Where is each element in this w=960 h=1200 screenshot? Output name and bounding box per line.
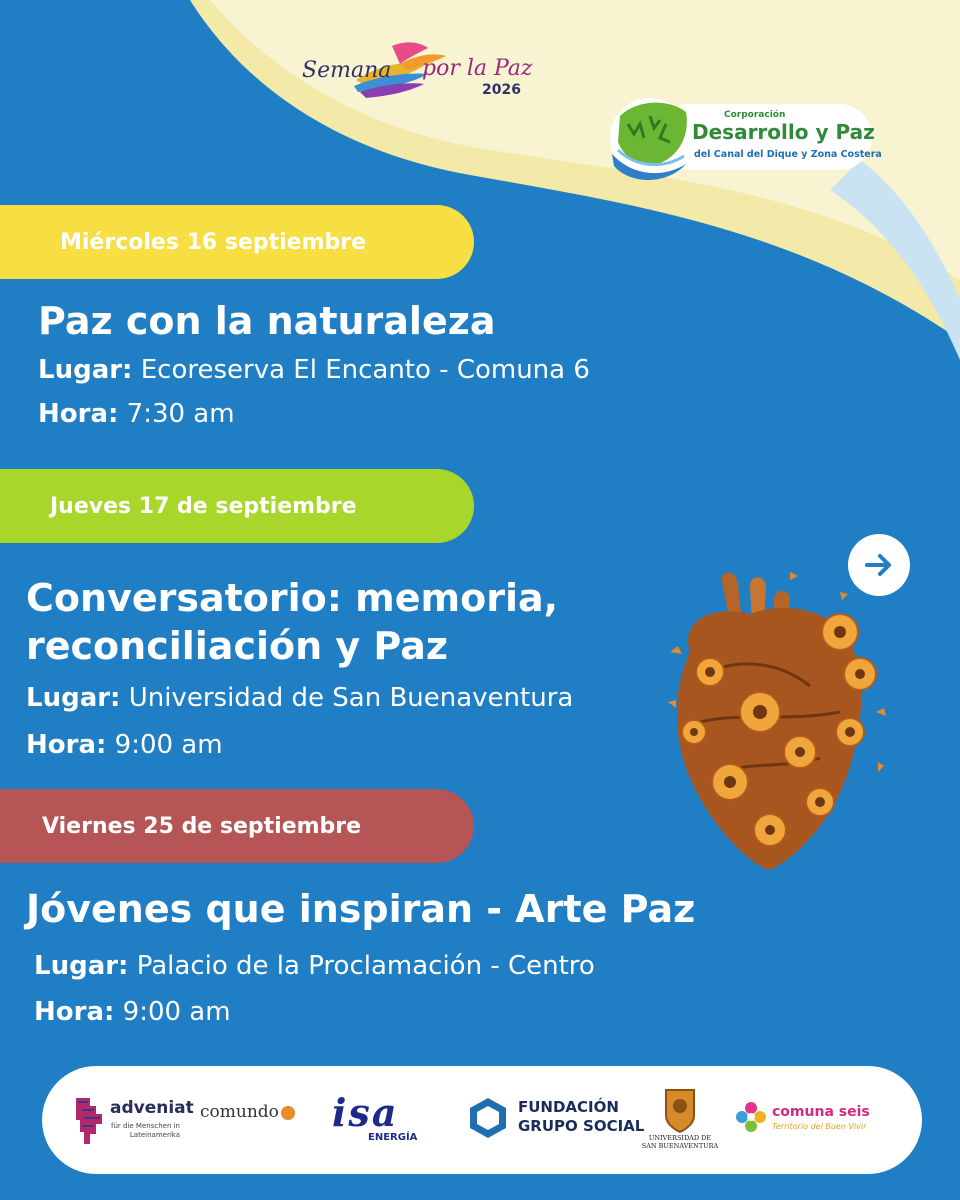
event-3-date-pill (0, 789, 474, 863)
semana-por-la-paz-logo (296, 36, 536, 108)
sponsors-footer (42, 1066, 922, 1174)
university-crest-icon (636, 1086, 724, 1134)
comuna-seis-name: comuna seis (772, 1104, 870, 1120)
adveniat-logo (72, 1096, 202, 1146)
event-1-place-value: Ecoreserva El Encanto - Comuna 6 (140, 355, 590, 385)
org-line-name: Desarrollo y Paz (692, 120, 875, 144)
event-3-time-label: Hora: (34, 997, 115, 1027)
comundo-name: comundo (200, 1102, 279, 1122)
event-3-date: Viernes 25 de septiembre (42, 813, 362, 839)
event-2-place-value: Universidad de San Buenaventura (128, 683, 574, 713)
event-2-time (26, 730, 223, 760)
isa-tagline: ENERGÍA (368, 1132, 418, 1143)
flower-icon (734, 1100, 768, 1134)
brand-year: 2026 (482, 82, 521, 98)
event-1-date: Miércoles 16 septiembre (60, 229, 367, 255)
event-2-date: Jueves 17 de septiembre (50, 493, 357, 519)
floral-heart-illustration (650, 562, 890, 874)
usb-line-1: UNIVERSIDAD DE (648, 1134, 712, 1142)
event-3-place-label: Lugar: (34, 951, 129, 981)
brand-word-por-la-paz: por la Paz (422, 56, 533, 81)
event-1-place-label: Lugar: (38, 355, 133, 385)
org-line-region: del Canal del Dique y Zona Costera (694, 149, 882, 160)
comuna-seis-logo (734, 1100, 894, 1146)
event-1-time-value: 7:30 am (126, 399, 235, 429)
event-3-title: Jóvenes que inspiran - Arte Paz (26, 887, 696, 931)
adveniat-name: adveniat (110, 1098, 194, 1118)
comundo-globe-icon (281, 1106, 295, 1120)
hexagon-icon (466, 1096, 510, 1140)
fundacion-line-2: GRUPO SOCIAL (518, 1117, 645, 1135)
event-1-place (38, 355, 590, 385)
event-3-place (34, 951, 595, 981)
event-3-place-value: Palacio de la Proclamación - Centro (136, 951, 595, 981)
fundacion-line-1: FUNDACIÓN (518, 1098, 619, 1116)
event-2-title-line-2: reconciliación y Paz (26, 624, 448, 668)
isa-name: isa (332, 1090, 399, 1135)
event-2-date-pill (0, 469, 474, 543)
corporacion-desarrollo-y-paz-logo (606, 94, 882, 184)
event-2-place-label: Lugar: (26, 683, 121, 713)
event-2-title-line-1: Conversatorio: memoria, (26, 576, 559, 620)
brand-word-semana: Semana (302, 58, 392, 83)
event-1-date-pill (0, 205, 474, 279)
event-3-time (34, 997, 231, 1027)
event-2-place (26, 683, 573, 713)
event-3-time-value: 9:00 am (122, 997, 231, 1027)
latin-america-map-icon (72, 1096, 108, 1146)
event-1-time-label: Hora: (38, 399, 119, 429)
org-line-corporacion: Corporación (724, 110, 786, 120)
org-emblem-icon (606, 94, 698, 186)
event-1-time (38, 399, 235, 429)
comundo-logo (200, 1102, 295, 1122)
event-1-title: Paz con la naturaleza (38, 299, 496, 343)
universidad-san-buenaventura-logo (636, 1086, 724, 1156)
adveniat-tagline: für die Menschen in Lateinamerika (111, 1122, 180, 1139)
comuna-seis-tagline: Territorio del Buen Vivir (772, 1122, 867, 1131)
event-2-time-label: Hora: (26, 730, 107, 760)
usb-line-2: SAN BUENAVENTURA (641, 1142, 719, 1150)
event-2-time-value: 9:00 am (114, 730, 223, 760)
isa-energia-logo (332, 1090, 444, 1150)
fundacion-grupo-social-logo (466, 1096, 645, 1146)
